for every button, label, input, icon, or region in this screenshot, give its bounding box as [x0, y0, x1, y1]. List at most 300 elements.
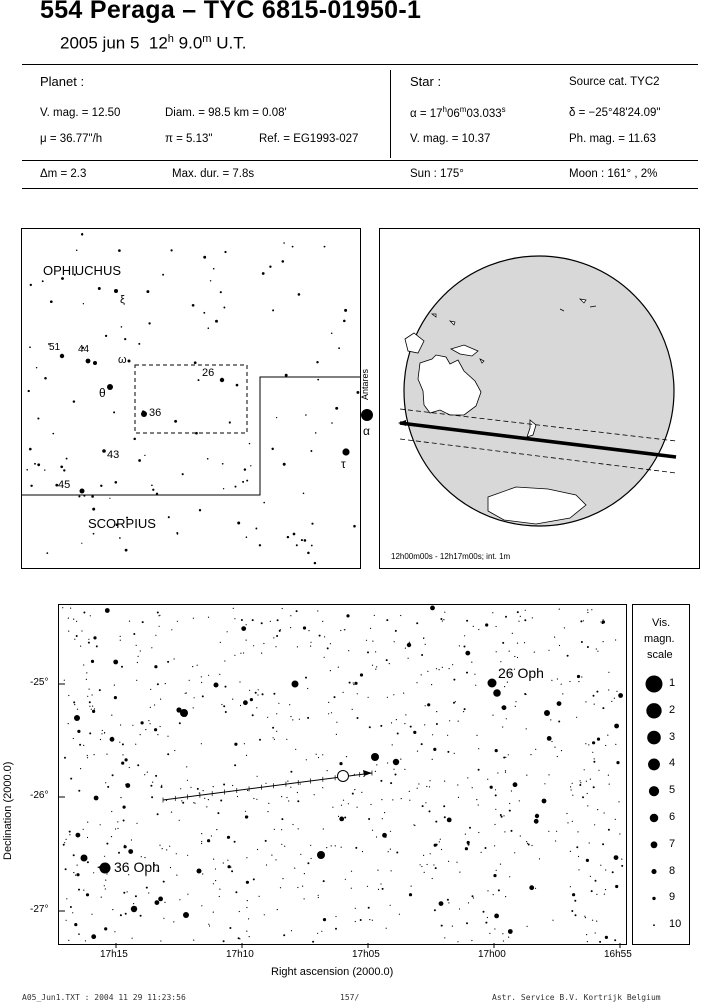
finder-star [316, 361, 318, 363]
finder-star [236, 384, 239, 387]
finder-star [293, 533, 296, 536]
bright-star [488, 679, 497, 688]
scale-level-label: 3 [669, 730, 676, 743]
finder-star [271, 448, 273, 450]
field-star [444, 781, 445, 782]
field-star [102, 730, 103, 731]
field-star [239, 681, 240, 682]
field-star [297, 792, 298, 793]
field-star [592, 752, 593, 753]
field-star [452, 926, 453, 927]
field-star [189, 680, 190, 681]
field-star [621, 865, 623, 867]
footer-credit: Astr. Service B.V. Kortrijk Belgium [492, 993, 661, 1002]
field-star [435, 867, 437, 869]
field-star [136, 680, 137, 681]
field-star [483, 911, 485, 913]
field-star [286, 797, 287, 798]
field-star [227, 860, 228, 861]
field-star [308, 630, 309, 631]
field-star [68, 695, 69, 696]
finder-star [42, 280, 44, 282]
field-star [345, 879, 346, 880]
field-star [429, 780, 430, 781]
field-star [294, 868, 295, 869]
event-time [60, 33, 246, 54]
field-star [165, 683, 166, 684]
star-label-43: 43 [107, 449, 120, 461]
field-star [430, 606, 435, 611]
finder-star [310, 450, 312, 452]
field-star [596, 648, 597, 649]
field-star [429, 786, 430, 787]
planet-parallax: π = 5.13" [165, 133, 213, 145]
field-star [288, 800, 289, 801]
field-star [353, 682, 354, 683]
field-star [179, 820, 180, 821]
finder-star [283, 242, 285, 244]
field-star [105, 608, 110, 613]
field-star [352, 709, 353, 710]
field-star [562, 693, 563, 694]
scale-level-label: 1 [669, 677, 676, 689]
field-star [219, 896, 220, 897]
field-star [575, 914, 577, 916]
field-star [246, 907, 247, 908]
field-star [409, 893, 412, 896]
field-star [94, 796, 99, 801]
event-minute: 9.0 [178, 33, 203, 53]
field-star [456, 862, 457, 863]
field-star [224, 660, 225, 661]
field-star [588, 744, 589, 745]
ra-minutes: 06 [447, 107, 460, 120]
field-star [234, 743, 237, 746]
field-star [273, 693, 275, 695]
field-star [331, 712, 332, 713]
field-star [530, 754, 531, 755]
field-star [101, 897, 102, 898]
field-star [614, 724, 619, 729]
field-star [323, 918, 326, 921]
field-star [323, 828, 324, 829]
field-star [89, 701, 91, 703]
field-star [395, 630, 397, 632]
scale-dot [647, 731, 661, 745]
field-star [273, 737, 274, 738]
field-star [120, 640, 121, 641]
field-star [256, 707, 257, 708]
finder-star [83, 495, 85, 497]
field-star [262, 693, 264, 695]
field-star [548, 650, 549, 651]
field-star [534, 819, 539, 824]
field-star [608, 689, 609, 690]
field-star [187, 894, 188, 895]
field-star [569, 681, 570, 682]
field-star [105, 888, 106, 889]
field-star [114, 685, 115, 686]
field-star [586, 859, 589, 862]
star-label-51: 51 [49, 342, 61, 353]
field-star [436, 711, 437, 712]
field-star [352, 793, 354, 795]
scale-dot [648, 758, 660, 770]
planet-reference: Ref. = EG1993-027 [259, 133, 359, 145]
field-star [79, 744, 81, 746]
field-star [585, 917, 586, 918]
field-star [69, 834, 70, 835]
scale-dot [652, 897, 655, 900]
field-star [182, 802, 184, 804]
field-star [328, 713, 329, 714]
bright-star [371, 753, 379, 761]
field-star [208, 675, 209, 676]
field-star [336, 734, 337, 735]
field-star [229, 927, 231, 929]
field-star [243, 652, 244, 653]
asteroid-track-arrow [363, 770, 372, 776]
field-star [193, 707, 194, 708]
field-star [78, 889, 80, 891]
field-star [447, 735, 448, 736]
field-star [357, 693, 358, 694]
finder-star [343, 320, 346, 323]
field-star [526, 775, 527, 776]
field-star [375, 771, 376, 772]
field-star [590, 876, 591, 877]
field-star [511, 830, 513, 832]
field-star [120, 636, 121, 637]
star-label-36-oph: 36 Oph [114, 859, 160, 875]
field-star [590, 779, 591, 780]
field-star [66, 920, 67, 921]
ra-hour-unit: h [442, 105, 447, 114]
field-star [157, 734, 158, 735]
field-star [598, 770, 599, 771]
field-star [282, 878, 283, 879]
field-star [331, 845, 332, 846]
field-star [430, 853, 431, 854]
finder-star [344, 309, 347, 312]
star-label-alpha: α [363, 424, 370, 438]
field-star [302, 886, 303, 887]
field-star [278, 703, 279, 704]
field-star [157, 813, 159, 815]
field-star [476, 735, 477, 736]
field-star [201, 682, 202, 683]
field-star [572, 795, 573, 796]
finder-star [317, 379, 319, 381]
field-star [167, 736, 168, 737]
scale-title-line1: Vis. [652, 617, 671, 629]
field-star [170, 867, 171, 868]
field-star [570, 786, 571, 787]
field-star [223, 862, 224, 863]
field-star [367, 651, 369, 653]
field-star [534, 652, 535, 653]
info-mid-rule [22, 160, 698, 161]
field-star [436, 668, 437, 669]
finder-star [44, 469, 45, 470]
field-star [390, 831, 391, 832]
field-star [300, 854, 301, 855]
finder-star [92, 508, 95, 511]
field-star [580, 620, 582, 622]
finder-star [199, 509, 201, 511]
field-star [77, 865, 78, 866]
field-star [509, 810, 511, 812]
field-star [432, 759, 433, 760]
finder-star [192, 304, 195, 307]
scale-dot [646, 703, 661, 718]
field-star [140, 915, 142, 917]
field-star [593, 761, 595, 763]
field-star [335, 916, 336, 917]
field-star [425, 802, 426, 803]
field-star [434, 844, 437, 847]
field-star [74, 639, 75, 640]
field-star [141, 721, 144, 724]
field-star [234, 618, 235, 619]
finder-star [331, 422, 333, 424]
field-star [372, 665, 373, 666]
field-star [258, 689, 259, 690]
field-star [599, 941, 601, 943]
finder-star [276, 417, 277, 418]
field-star [417, 751, 418, 752]
field-star [193, 802, 194, 803]
field-star [608, 775, 609, 776]
field-star [404, 769, 405, 770]
field-star [505, 616, 507, 618]
field-star [155, 900, 160, 905]
field-star [145, 729, 146, 730]
field-star [274, 829, 275, 830]
finder-named-star [342, 448, 349, 455]
finder-star [37, 417, 39, 419]
field-star [317, 933, 318, 934]
field-star [409, 791, 410, 792]
field-star [249, 690, 250, 691]
field-star [505, 757, 506, 758]
event-timescale: U.T. [216, 33, 247, 53]
finder-star [125, 549, 128, 552]
field-star [443, 619, 444, 620]
field-star [207, 839, 210, 842]
field-star [472, 787, 473, 788]
field-star [509, 876, 510, 877]
info-top-rule [22, 64, 698, 65]
scale-dot [646, 676, 663, 693]
field-star [150, 785, 152, 787]
star-declination: δ = −25°48'24.09" [569, 107, 661, 119]
field-star [246, 857, 247, 858]
ra-second-unit: s [501, 105, 506, 114]
finder-stars [26, 233, 359, 564]
field-star [618, 801, 619, 802]
field-star [112, 774, 114, 776]
field-star [442, 667, 443, 668]
field-star [348, 650, 349, 651]
field-star [265, 840, 267, 842]
field-star [234, 655, 235, 656]
field-star [467, 777, 468, 778]
field-star [76, 873, 79, 876]
field-star [556, 831, 557, 832]
field-star [250, 698, 253, 701]
field-star [87, 757, 88, 758]
field-star [290, 615, 291, 616]
field-star [151, 647, 152, 648]
field-star [505, 772, 506, 773]
field-star [148, 720, 149, 721]
field-star [351, 888, 352, 889]
field-star [386, 659, 388, 661]
field-star [514, 656, 515, 657]
field-star [144, 774, 145, 775]
field-star [122, 754, 123, 755]
field-star [439, 901, 444, 906]
field-star [413, 731, 416, 734]
field-star [586, 934, 587, 935]
field-star [86, 672, 87, 673]
field-star [433, 864, 434, 865]
field-star [340, 630, 341, 631]
field-star [240, 653, 241, 654]
field-star [578, 681, 579, 682]
field-star [548, 831, 549, 832]
field-star [310, 646, 311, 647]
field-star [471, 940, 472, 941]
field-star [355, 908, 356, 909]
field-star [68, 631, 69, 632]
finder-star [44, 377, 47, 380]
field-star [88, 639, 89, 640]
bright-star [535, 814, 539, 818]
field-star [234, 764, 236, 766]
field-star [121, 762, 124, 765]
field-star [504, 686, 505, 687]
y-tick-label: -27° [30, 904, 49, 915]
field-star [85, 940, 86, 941]
field-star [113, 660, 118, 665]
field-star [357, 717, 359, 719]
field-star [604, 812, 605, 813]
field-star [187, 855, 188, 856]
field-star [234, 841, 236, 843]
field-star [73, 854, 75, 856]
field-star [515, 706, 516, 707]
field-star [192, 666, 193, 667]
finder-star [287, 536, 289, 538]
scale-dot [651, 869, 656, 874]
field-star [432, 734, 433, 735]
field-star [194, 803, 195, 804]
scale-dot [649, 786, 659, 796]
field-star [595, 880, 597, 882]
field-star [217, 812, 219, 814]
field-star [136, 823, 137, 824]
field-star [577, 831, 578, 832]
field-star [246, 640, 247, 641]
field-star [68, 618, 69, 619]
field-star [440, 618, 442, 620]
field-star [335, 845, 336, 846]
event-date: 2005 jun 5 [60, 33, 140, 53]
finder-chart-canvas [22, 229, 360, 568]
field-star [167, 753, 169, 755]
field-star [245, 811, 246, 812]
field-star [455, 701, 456, 702]
finder-star [324, 246, 326, 248]
field-star [513, 782, 518, 787]
field-star [162, 848, 163, 849]
field-star [112, 737, 113, 738]
field-star [121, 666, 123, 668]
finder-star [262, 272, 265, 275]
field-star [611, 701, 612, 702]
field-star [92, 694, 93, 695]
field-star [587, 805, 588, 806]
finder-star [215, 320, 218, 323]
scale-level-label: 7 [669, 837, 676, 850]
field-star [349, 682, 351, 684]
field-star [376, 666, 377, 667]
field-star [253, 645, 254, 646]
scale-level-label: 5 [669, 784, 676, 797]
field-star [319, 635, 321, 637]
field-star [495, 749, 498, 752]
finder-named-star [93, 361, 97, 365]
finder-star [263, 502, 265, 504]
field-star [447, 751, 449, 753]
field-star [202, 873, 203, 874]
field-star [257, 776, 258, 777]
field-star [151, 796, 153, 798]
finder-star [118, 249, 121, 252]
bright-star [131, 906, 137, 912]
field-star [577, 675, 580, 678]
field-star [120, 724, 121, 725]
field-star [459, 645, 460, 646]
scale-level-label: 4 [669, 757, 676, 770]
finder-star [222, 463, 224, 465]
field-star [475, 685, 476, 686]
field-star [474, 674, 475, 675]
field-star [256, 799, 257, 800]
field-star [372, 830, 373, 831]
finder-star [272, 309, 274, 311]
scale-level-label: 2 [669, 703, 676, 716]
field-star [493, 874, 496, 877]
finder-star [311, 545, 313, 547]
field-star [87, 861, 89, 863]
field-star [421, 674, 422, 675]
field-star [439, 669, 440, 670]
field-star [489, 933, 490, 934]
field-star [174, 658, 175, 659]
x-tick-label: 16h55 [604, 949, 632, 960]
star-label-theta: θ [99, 386, 106, 400]
field-star [190, 787, 191, 788]
field-star [485, 623, 488, 626]
field-star [157, 612, 159, 614]
field-star [64, 757, 66, 759]
field-star [393, 769, 394, 770]
field-star [180, 788, 181, 789]
field-star [91, 660, 94, 663]
